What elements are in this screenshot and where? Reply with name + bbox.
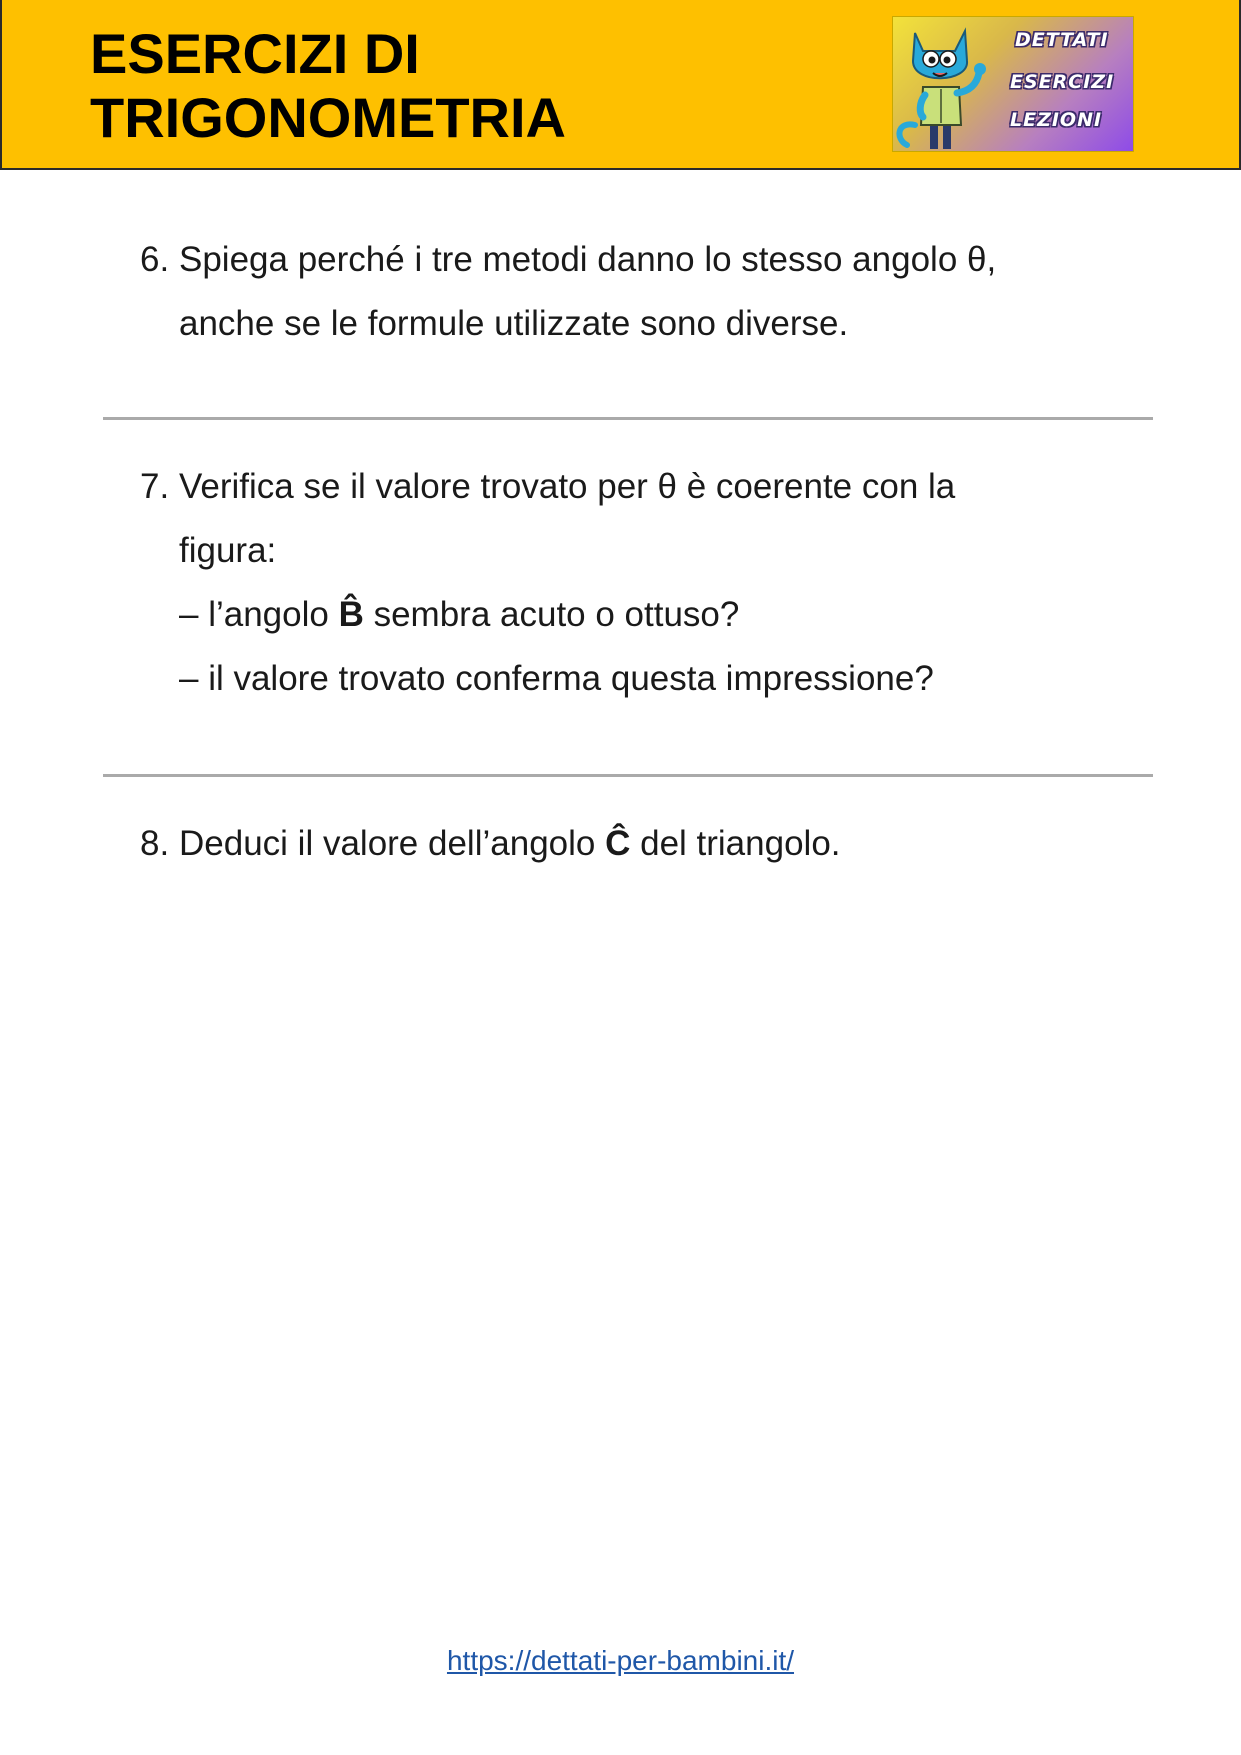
footer-website-link[interactable]: https://dettati-per-bambini.it/ — [446, 1645, 795, 1676]
question-text-part: Deduci il valore dell’angolo — [179, 824, 606, 863]
question-number: 6. — [140, 240, 170, 279]
question-8 — [140, 812, 841, 876]
question-subitem: – il valore trovato conferma questa impressione? — [179, 659, 934, 698]
separator-line — [103, 417, 1153, 420]
logo-word-esercizi: ESERCIZI — [1010, 71, 1115, 93]
page-title — [90, 22, 566, 150]
question-line: anche se le formule utilizzate sono diverse. — [179, 304, 849, 343]
logo-word-dettati: DETTATI — [1015, 29, 1109, 51]
question-7 — [140, 455, 955, 711]
cartoon-cat-mascot-icon — [893, 17, 1003, 151]
question-line: Spiega perché i tre metodi danno lo stesso angolo θ, — [179, 240, 997, 279]
question-text — [179, 812, 841, 876]
title-line-1: ESERCIZI DI — [90, 22, 420, 85]
question-text — [179, 228, 996, 356]
angle-c-symbol: Ĉ — [605, 824, 631, 863]
question-text — [179, 455, 955, 711]
angle-b-symbol: B̂ — [338, 595, 364, 634]
page-header — [0, 0, 1241, 170]
brand-logo — [892, 16, 1134, 152]
question-text-part: del triangolo. — [630, 824, 841, 863]
question-number: 8. — [140, 824, 170, 863]
separator-line — [103, 774, 1153, 777]
question-number: 7. — [140, 467, 170, 506]
subitem-text: sembra acuto o ottuso? — [363, 595, 740, 634]
question-line: Verifica se il valore trovato per θ è coerente con la — [179, 467, 956, 506]
logo-word-lezioni: LEZIONI — [1010, 109, 1103, 131]
question-line: figura: — [179, 531, 277, 570]
title-line-2: TRIGONOMETRIA — [90, 86, 566, 149]
question-line — [179, 812, 841, 876]
subitem-text: – l’angolo — [179, 595, 339, 634]
question-6 — [140, 228, 996, 356]
question-subitem — [179, 583, 955, 647]
